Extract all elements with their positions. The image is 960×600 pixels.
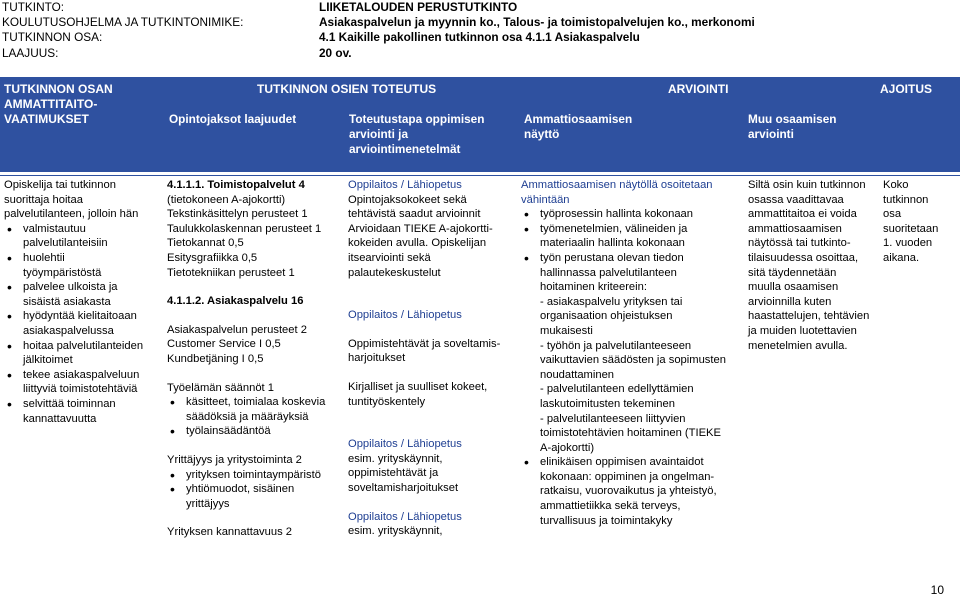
list-item: • palvelee ulkoista ja sisäistä asiakasta (4, 280, 154, 309)
column-opintojaksot: 4.1.1.1. Toimistopalvelut 4 (tietokoneen A-ajokortti) Tekstinkäsittelyn perusteet 1 Taulukkolaskennan perusteet 1 Tietokannat 0,5 Esitysgrafiikka 0,5 Tietotekniikan perusteet 1 4.1.1.2. Asiakaspalvelu 16 Asiakaspalvelun perusteet 2 Customer Service I 0,5 Kundbetjäning I 0,5 Työelämän säännöt 1 • käsitteet, toimialaa koskevia säädöksiä ja määräyksiä • työlainsäädäntöä Yrittäjyys ja yritystoiminta 2 • yrityksen toimintaympäristö • yhtiömuodot, sisäinen yrittäjyys Yrityksen kannattavuus 2 (167, 178, 342, 540)
criteria-item: - asiakaspalvelu yrityksen tai organisaation ohjeistuksen mukaisesti (540, 295, 683, 337)
criteria-item: - työhön ja palvelutilanteeseen vaikuttavien säädösten ja sopimusten noudattaminen (540, 339, 726, 381)
header-toteutustapa: Toteutustapa oppimisen arviointi ja arviointimenetelmät (349, 112, 485, 156)
header-divider (0, 172, 960, 176)
column-ajoitus: Koko tutkinnon osa suoritetaan 1. vuoden aikana. (883, 179, 939, 264)
block-heading: Oppilaitos / Lähiopetus (348, 179, 462, 191)
meta-label: TUTKINTO: (2, 0, 65, 14)
criteria-item: - palvelutilanteeseen liittyvien toimistotehtävien hoitaminen (TIEKE A-ajokortti) (540, 412, 721, 454)
list-item: • käsitteet, toimialaa koskevia säädöksiä ja määräyksiä (167, 395, 342, 424)
list-item: • selvittää toiminnan kannattavuutta (4, 397, 154, 426)
column-muu-arviointi: Siltä osin kuin tutkinnon osassa vaadittavaa ammattitaitoa ei voida ammattiosaamisen näytössä tai tutkinto- tilaisuudessa osoittaa, sitä täydennetään muulla osaamisen arvioinnilla kuten haastattelujen, tehtävien ja muiden luotettavien menetelmien avulla. (748, 179, 870, 352)
list-item: • työlainsäädäntöä (167, 424, 342, 439)
meta-value: 20 ov. (319, 45, 352, 60)
meta-label: LAAJUUS: (2, 45, 59, 60)
header-ammattitaitovaatimukset: TUTKINNON OSAN AMMATTITAITO- VAATIMUKSET (4, 82, 113, 126)
list-item: • hoitaa palvelutilanteiden jälkitoimet (4, 339, 154, 368)
header-ajoitus: AJOITUS (880, 82, 933, 96)
header-muu-arviointi: Muu osaamisen arviointi (748, 112, 837, 141)
list-item: • yhtiömuodot, sisäinen yrittäjyys (167, 482, 342, 511)
list-item: • työn perustana olevan tiedon hallinnassa palvelutilanteen hoitaminen kriteerein: (521, 251, 743, 295)
meta-row (2, 46, 755, 61)
column-ammattitaitovaatimukset: Opiskelija tai tutkinnon suorittaja hoitaa palvelutilanteen, jolloin hän • valmistautuu palvelutilanteisiin • huolehtii työympäristöstä • palvelee ulkoista ja sisäistä asiakasta • hyödyntää kielitaitoaan asiakaspalvelussa • hoitaa palvelutilanteiden jälkitoimet • tekee asiakaspalveluun liittyviä toimistotehtäviä • selvittää toiminnan kannattavuutta (4, 178, 154, 426)
meta-value: Asiakaspalvelun ja myynnin ko., Talous- ja toimistopalvelujen ko., merkonomi (319, 15, 755, 30)
list-item: • työprosessin hallinta kokonaan (521, 207, 743, 222)
meta-value: 4.1 Kaikille pakollinen tutkinnon osa 4.1.1 Asiakaspalvelu (319, 30, 640, 45)
meta-row (2, 15, 755, 30)
block-heading: Oppilaitos / Lähiopetus (348, 510, 462, 523)
course-heading: 4.1.1.2. Asiakaspalvelu 16 (167, 295, 304, 308)
header-arviointi: ARVIOINTI (668, 82, 729, 96)
requirements-list (4, 222, 154, 426)
meta-row (2, 0, 755, 15)
meta-label: TUTKINNON OSA: (2, 30, 103, 45)
criteria-item: - palvelutilanteen edellyttämien laskutoimitusten tekeminen (540, 383, 694, 410)
table-header (0, 77, 960, 172)
block-heading: Oppilaitos / Lähiopetus (348, 438, 462, 451)
block-heading: Oppilaitos / Lähiopetus (348, 309, 462, 322)
column-naytto (521, 178, 743, 528)
list-item: • työmenetelmien, välineiden ja materiaalin hallinta kokonaan (521, 222, 743, 251)
list-item: • hyödyntää kielitaitoaan asiakaspalvelussa (4, 309, 154, 338)
page-number: 10 (930, 583, 944, 598)
naytto-heading: Ammattiosaamisen näytöllä osoitetaan vähintään (521, 179, 713, 206)
course-heading: 4.1.1.1. Toimistopalvelut 4 (167, 179, 305, 191)
list-item: • tekee asiakaspalveluun liittyviä toimistotehtäviä (4, 368, 154, 397)
meta-row (2, 30, 755, 45)
list-item: • elinikäisen oppimisen avaintaidot kokonaan: oppiminen ja ongelman- ratkaisu, vuorovaikutus ja yhteistyö, ammattietiikka sekä terveys, turvallisuus ja toimintakyky (521, 455, 743, 528)
list-item: • yrityksen toimintaympäristö (167, 468, 342, 483)
meta-value: LIIKETALOUDEN PERUSTUTKINTO (319, 0, 518, 14)
header-toteutus: TUTKINNON OSIEN TOTEUTUS (257, 82, 437, 96)
header-naytto: Ammattiosaamisen näyttö (524, 112, 633, 141)
header-opintojaksot: Opintojaksot laajuudet (169, 112, 297, 126)
meta-label: KOULUTUSOHJELMA JA TUTKINTONIMIKE: (2, 15, 244, 30)
list-item: • valmistautuu palvelutilanteisiin (4, 222, 154, 251)
column-toteutustapa: Oppilaitos / Lähiopetus Opintojaksokokeet sekä tehtävistä saadut arvioinnit Arvioidaan TIEKE A-ajokortti- kokeiden avulla. Opiskelijan itsearviointi sekä palautekeskustelut Oppilaitos / Lähiopetus Oppimistehtävät ja soveltamis- harjoitukset Kirjalliset ja suulliset kokeet, tuntityöskentely Oppilaitos / Lähiopetus esim. yrityskäynnit, oppimistehtävät ja soveltamisharjoitukset Oppilaitos / Lähiopetus esim. yrityskäynnit, (348, 178, 513, 539)
document-meta (2, 0, 755, 61)
list-item: • huolehtii työympäristöstä (4, 251, 154, 280)
